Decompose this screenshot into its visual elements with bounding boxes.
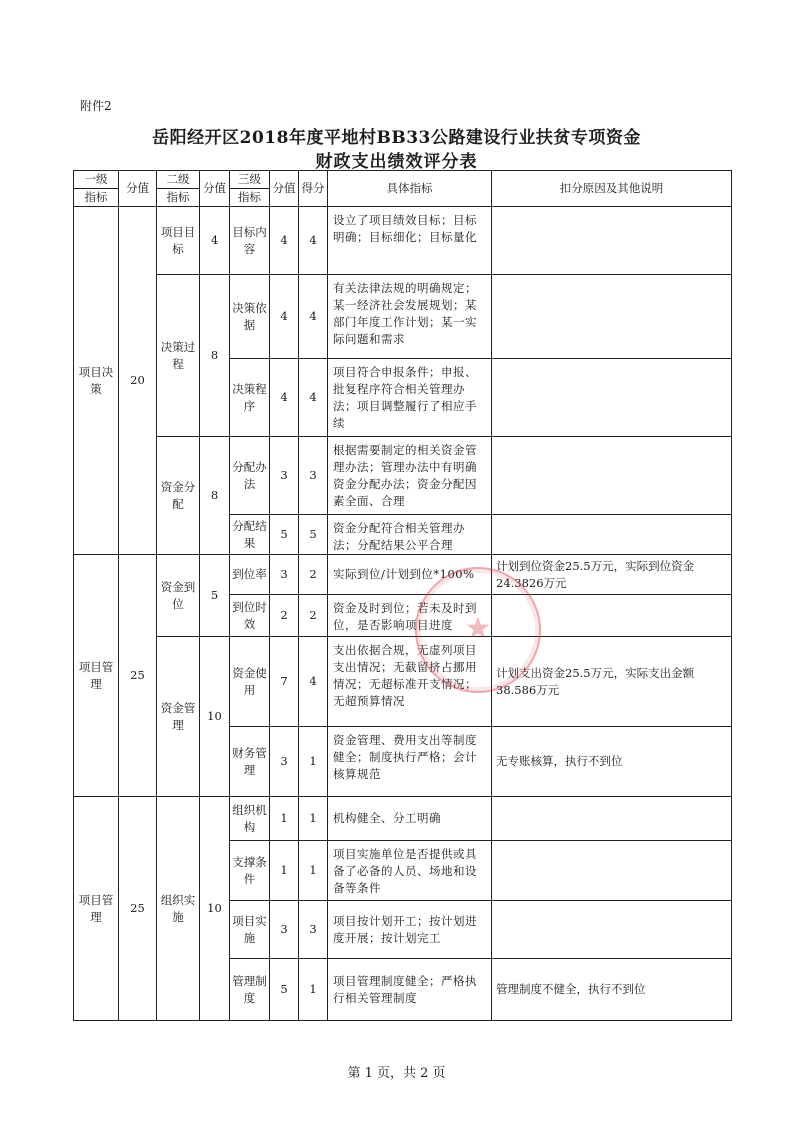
level3-name: 分配结果: [230, 515, 270, 555]
note-text: [492, 797, 732, 841]
indicator-text: 资金分配符合相关管理办法；分配结果公平合理: [328, 515, 492, 555]
got-score: 4: [299, 207, 328, 275]
level3-score: 5: [270, 515, 299, 555]
note-text: 计划到位资金25.5万元，实际到位资金24.3826万元: [492, 555, 732, 595]
header-level3-top: 三级: [230, 171, 270, 189]
header-note: 扣分原因及其他说明: [492, 171, 732, 207]
level2-score: 8: [200, 275, 230, 437]
level2-score: 8: [200, 437, 230, 555]
level3-name: 目标内容: [230, 207, 270, 275]
indicator-text: 有关法律法规的明确规定；某一经济社会发展规划；某部门年度工作计划；某一实际问题和需求: [328, 275, 492, 359]
got-score: 4: [299, 359, 328, 437]
indicator-text: 设立了项目绩效目标；目标明确；目标细化；目标量化: [328, 207, 492, 275]
level3-name: 分配办法: [230, 437, 270, 515]
header-level1-score: 分值: [119, 171, 157, 207]
got-score: 1: [299, 727, 328, 797]
level3-score: 1: [270, 841, 299, 901]
level3-name: 到位时效: [230, 595, 270, 637]
level2-score: 10: [200, 637, 230, 797]
level3-name: 财务管理: [230, 727, 270, 797]
level3-name: 决策依据: [230, 275, 270, 359]
level3-score: 1: [270, 797, 299, 841]
level3-score: 3: [270, 437, 299, 515]
note-text: [492, 841, 732, 901]
indicator-text: 项目按计划开工；按计划进度开展；按计划完工: [328, 901, 492, 959]
header-indicator: 具体指标: [328, 171, 492, 207]
got-score: 1: [299, 841, 328, 901]
level2-score: 5: [200, 555, 230, 637]
level2-name: 资金到位: [157, 555, 200, 637]
got-score: 3: [299, 437, 328, 515]
header-level2-top: 二级: [157, 171, 200, 189]
indicator-text: 实际到位/计划到位*100%: [328, 555, 492, 595]
level3-name: 项目实施: [230, 901, 270, 959]
document-title: 岳阳经开区2018年度平地村BB33公路建设行业扶贫专项资金: [152, 128, 641, 148]
header-level2-score: 分值: [200, 171, 230, 207]
got-score: 4: [299, 637, 328, 727]
table-row: [74, 207, 732, 275]
level1-name: 项目管理: [74, 797, 119, 1021]
indicator-text: 项目符合申报条件；申报、批复程序符合相关管理办法；项目调整履行了相应手续: [328, 359, 492, 437]
level3-score: 3: [270, 727, 299, 797]
got-score: 3: [299, 901, 328, 959]
level3-score: 5: [270, 959, 299, 1021]
note-text: [492, 359, 732, 437]
table-row: [74, 797, 732, 841]
note-text: 管理制度不健全，执行不到位: [492, 959, 732, 1021]
score-table: [73, 170, 732, 1021]
indicator-text: 项目管理制度健全；严格执行相关管理制度: [328, 959, 492, 1021]
note-text: [492, 437, 732, 515]
indicator-text: 根据需要制定的相关资金管理办法；管理办法中有明确资金分配办法；资金分配因素全面、合理: [328, 437, 492, 515]
note-text: [492, 901, 732, 959]
indicator-text: 机构健全、分工明确: [328, 797, 492, 841]
level3-name: 组织机构: [230, 797, 270, 841]
note-text: 计划支出资金25.5万元，实际支出金额38.586万元: [492, 637, 732, 727]
indicator-text: 支出依据合规，无虚列项目支出情况；无截留挤占挪用情况；无超标准开支情况；无超预算情况: [328, 637, 492, 727]
level2-score: 10: [200, 797, 230, 1021]
level3-score: 4: [270, 207, 299, 275]
note-text: [492, 595, 732, 637]
seal-star-icon: ★: [464, 611, 492, 646]
note-text: [492, 207, 732, 275]
level2-name: 决策过程: [157, 275, 200, 437]
level3-score: 7: [270, 637, 299, 727]
got-score: 4: [299, 275, 328, 359]
level1-score: 25: [119, 797, 157, 1021]
note-text: [492, 515, 732, 555]
table-row: [74, 275, 732, 359]
level1-name: 项目管理: [74, 555, 119, 797]
header-level2-bottom: 指标: [157, 189, 200, 207]
header-got-score: 得分: [299, 171, 328, 207]
level3-name: 到位率: [230, 555, 270, 595]
level3-score: 3: [270, 555, 299, 595]
level1-score: 20: [119, 207, 157, 555]
level3-name: 支撑条件: [230, 841, 270, 901]
level3-score: 3: [270, 901, 299, 959]
header-level3-score: 分值: [270, 171, 299, 207]
level3-score: 4: [270, 359, 299, 437]
attachment-label: 附件2: [80, 99, 112, 113]
got-score: 2: [299, 555, 328, 595]
indicator-text: 资金及时到位；若未及时到位，是否影响项目进度: [328, 595, 492, 637]
level3-name: 管理制度: [230, 959, 270, 1021]
level3-name: 决策程序: [230, 359, 270, 437]
indicator-text: 项目实施单位是否提供或具备了必备的人员、场地和设备等条件: [328, 841, 492, 901]
header-level1-bottom: 指标: [74, 189, 119, 207]
table-row: [74, 555, 732, 595]
level2-name: 项目目标: [157, 207, 200, 275]
got-score: 1: [299, 959, 328, 1021]
indicator-text: 资金管理、费用支出等制度健全；制度执行严格；会计核算规范: [328, 727, 492, 797]
level3-name: 资金使用: [230, 637, 270, 727]
level3-score: 2: [270, 595, 299, 637]
got-score: 1: [299, 797, 328, 841]
note-text: [492, 275, 732, 359]
level3-score: 4: [270, 275, 299, 359]
document-subtitle: 财政支出绩效评分表: [315, 152, 478, 172]
level2-name: 资金管理: [157, 637, 200, 797]
page-footer: 第 1 页，共 2 页: [347, 1066, 446, 1081]
got-score: 2: [299, 595, 328, 637]
level1-score: 25: [119, 555, 157, 797]
header-level3-bottom: 指标: [230, 189, 270, 207]
table-row: [74, 637, 732, 727]
level2-name: 组织实施: [157, 797, 200, 1021]
note-text: 无专账核算，执行不到位: [492, 727, 732, 797]
level1-name: 项目决策: [74, 207, 119, 555]
level2-name: 资金分配: [157, 437, 200, 555]
header-level1-top: 一级: [74, 171, 119, 189]
level2-score: 4: [200, 207, 230, 275]
table-row: [74, 437, 732, 515]
got-score: 5: [299, 515, 328, 555]
